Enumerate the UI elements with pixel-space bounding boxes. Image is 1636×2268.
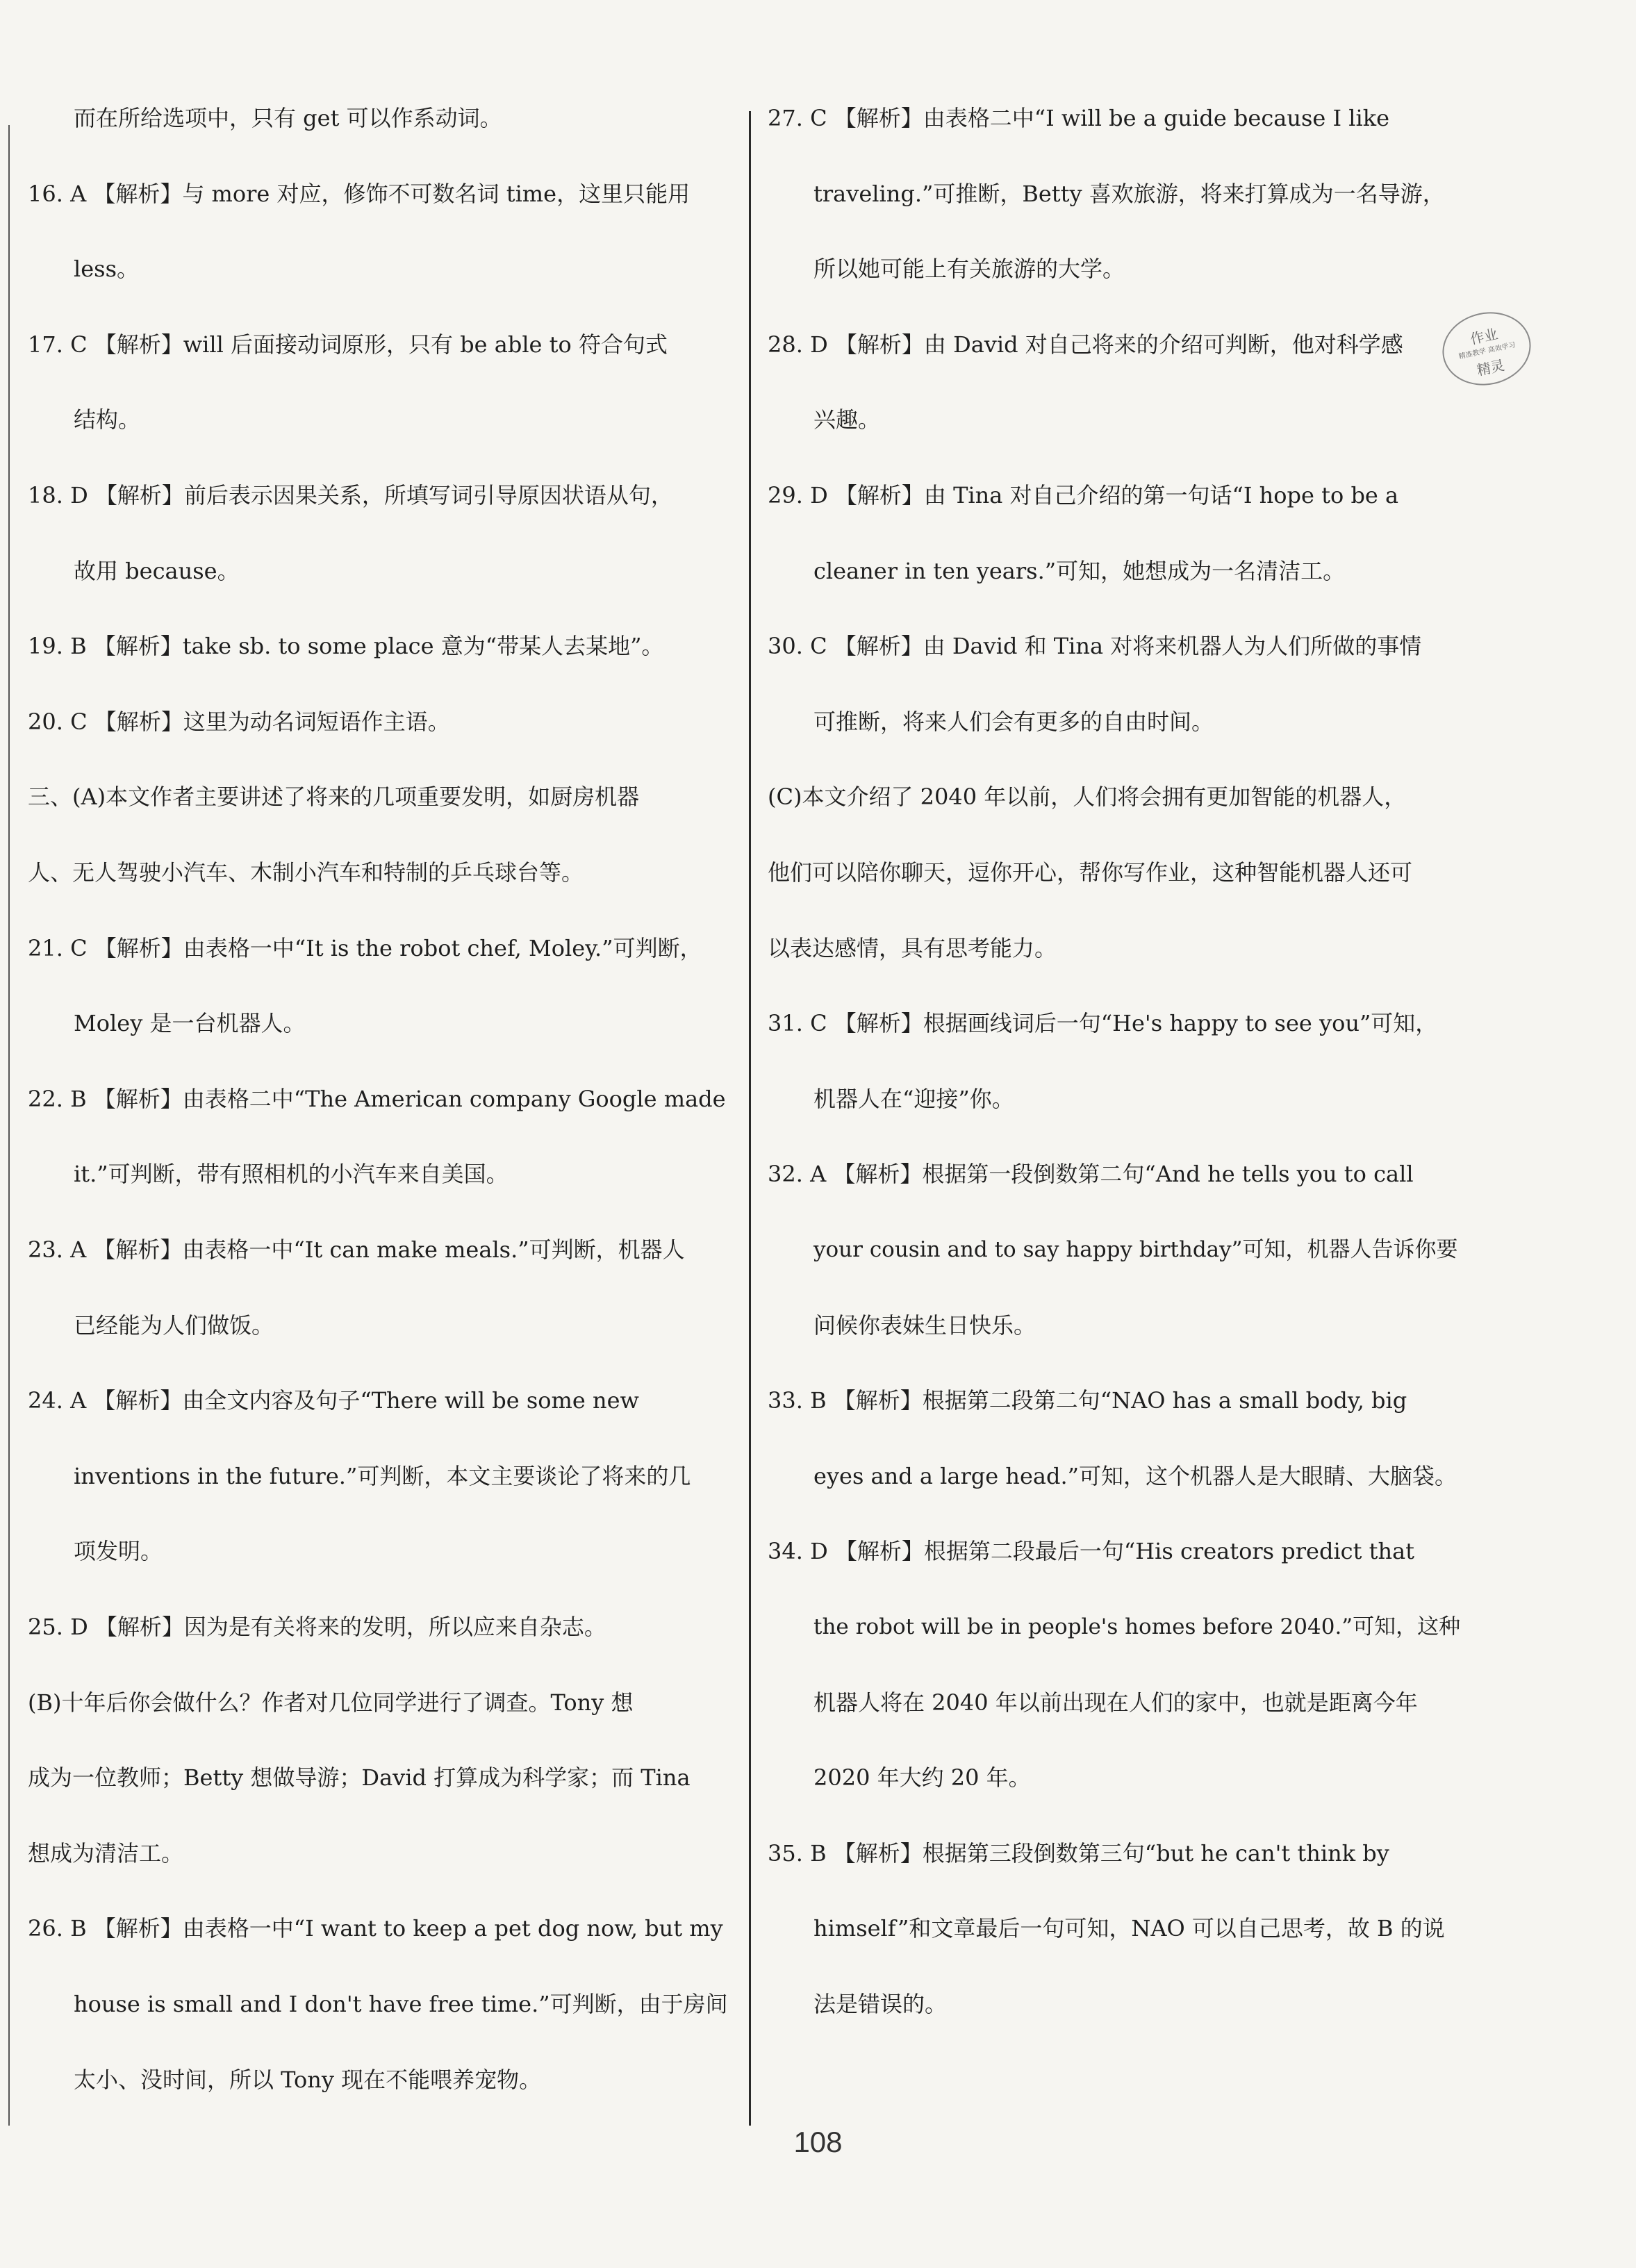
text-line: 太小、没时间，所以 Tony 现在不能喂养宠物。 (74, 2067, 542, 2093)
text-line: cleaner in ten years.”可知，她想成为一名清洁工。 (813, 558, 1346, 584)
text-line: your cousin and to say happy birthday”可知，机器人告诉你要 (813, 1237, 1458, 1262)
text-line: the robot will be in people's homes before 2040.”可知，这种 (813, 1614, 1461, 1639)
text-line: 问候你表妹生日快乐。 (813, 1312, 1036, 1339)
text-line: 结构。 (74, 406, 141, 433)
text-line: (C)本文介绍了 2040 年以前，人们将会拥有更加智能的机器人， (768, 784, 1407, 810)
text-line: 29. D 【解析】由 Tina 对自己介绍的第一句话“I hope to be a (768, 482, 1399, 508)
text-line: 已经能为人们做饭。 (74, 1312, 274, 1339)
text-line: 26. B 【解析】由表格一中“I want to keep a pet dog now, but my (28, 1915, 723, 1942)
column-divider (749, 111, 751, 2126)
text-line: 35. B 【解析】根据第三段倒数第三句“but he can't think by (768, 1840, 1389, 1866)
publisher-stamp (1436, 304, 1538, 393)
text-line: 34. D 【解析】根据第二段最后一句“His creators predict that (768, 1538, 1415, 1564)
text-line: 30. C 【解析】由 David 和 Tina 对将来机器人为人们所做的事情 (768, 633, 1422, 659)
text-line: 成为一位教师；Betty 想做导游；David 打算成为科学家；而 Tina (28, 1764, 691, 1791)
text-line: 项发明。 (74, 1538, 163, 1564)
text-line: 可推断，将来人们会有更多的自由时间。 (813, 709, 1214, 735)
text-line: 32. A 【解析】根据第一段倒数第二句“And he tells you to call (768, 1161, 1414, 1187)
text-line: 23. A 【解析】由表格一中“It can make meals.”可判断，机器人 (28, 1236, 685, 1263)
text-line: it.”可判断，带有照相机的小汽车来自美国。 (74, 1161, 509, 1187)
text-line: 16. A 【解析】与 more 对应，修饰不可数名词 time，这里只能用 (28, 181, 691, 207)
text-line: 22. B 【解析】由表格二中“The American company Google made (28, 1086, 726, 1112)
text-line: 机器人在“迎接”你。 (813, 1086, 1014, 1112)
text-line: 2020 年大约 20 年。 (813, 1764, 1031, 1791)
text-line: 19. B 【解析】take sb. to some place 意为“带某人去某地”。 (28, 633, 664, 659)
text-line: 28. D 【解析】由 David 对自己将来的介绍可判断，他对科学感 (768, 331, 1403, 358)
text-line: inventions in the future.”可判断，本文主要谈论了将来的几 (74, 1463, 691, 1489)
text-line: 兴趣。 (813, 406, 881, 433)
page-number: 108 (793, 2126, 843, 2158)
text-line: less。 (74, 256, 140, 282)
text-line: 21. C 【解析】由表格一中“It is the robot chef, Moley.”可判断， (28, 935, 702, 961)
text-line: 20. C 【解析】这里为动名词短语作主语。 (28, 709, 450, 735)
text-line: 17. C 【解析】will 后面接动词原形，只有 be able to 符合句式 (28, 331, 668, 358)
text-line: 以表达感情，具有思考能力。 (768, 935, 1057, 961)
text-line: 27. C 【解析】由表格二中“I will be a guide because I like (768, 105, 1390, 131)
text-line: Moley 是一台机器人。 (74, 1010, 306, 1036)
text-line: 他们可以陪你聊天，逗你开心，帮你写作业，这种智能机器人还可 (768, 859, 1413, 886)
stamp-text-bottom: 精灵 (1475, 356, 1506, 379)
text-line: 人、无人驾驶小汽车、木制小汽车和特制的乒乓球台等。 (28, 859, 584, 886)
text-line: himself”和文章最后一句可知，NAO 可以自己思考，故 B 的说 (813, 1915, 1445, 1942)
text-line: house is small and I don't have free time.”可判断，由于房间 (74, 1991, 728, 2017)
text-line: (B)十年后你会做什么？作者对几位同学进行了调查。Tony 想 (28, 1689, 634, 1716)
text-line: 18. D 【解析】前后表示因果关系，所填写词引导原因状语从句， (28, 482, 673, 508)
text-line: 三、(A)本文作者主要讲述了将来的几项重要发明，如厨房机器 (28, 784, 640, 810)
stamp-text-middle: 精准教学 高效学习 (1457, 341, 1517, 361)
left-margin-line (8, 125, 10, 2126)
text-line: 25. D 【解析】因为是有关将来的发明，所以应来自杂志。 (28, 1614, 606, 1640)
text-line: 31. C 【解析】根据画线词后一句“He's happy to see you”可知， (768, 1010, 1438, 1036)
text-line: traveling.”可推断，Betty 喜欢旅游，将来打算成为一名导游， (813, 181, 1445, 207)
text-line: 所以她可能上有关旅游的大学。 (813, 256, 1125, 282)
text-line: 24. A 【解析】由全文内容及句子“There will be some new (28, 1387, 639, 1414)
text-line: 法是错误的。 (813, 1991, 948, 2017)
text-line: eyes and a large head.”可知，这个机器人是大眼睛、大脑袋。 (813, 1463, 1457, 1489)
text-line: 而在所给选项中，只有 get 可以作系动词。 (74, 105, 502, 131)
text-line: 33. B 【解析】根据第二段第二句“NAO has a small body, big (768, 1387, 1407, 1414)
text-line: 想成为清洁工。 (28, 1840, 184, 1866)
text-line: 故用 because。 (74, 558, 240, 584)
text-line: 机器人将在 2040 年以前出现在人们的家中，也就是距离今年 (813, 1689, 1418, 1716)
stamp-text-top: 作业 (1469, 325, 1500, 348)
